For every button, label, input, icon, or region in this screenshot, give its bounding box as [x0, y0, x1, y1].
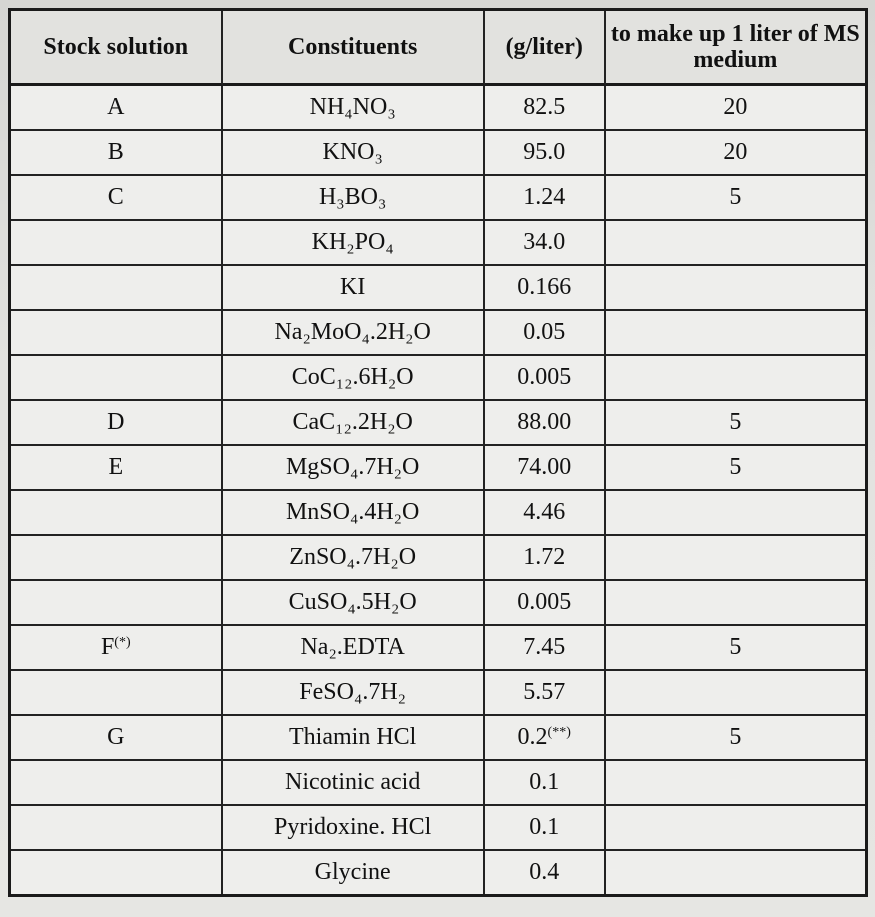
cell-amount [485, 356, 606, 401]
cell-amount [485, 716, 606, 761]
cell-ml-per-liter [606, 581, 865, 626]
cell-amount [485, 446, 606, 491]
cell-constituent [223, 851, 485, 894]
cell-stock-solution-text: C [107, 184, 124, 210]
table-row [11, 851, 865, 894]
cell-constituent-text: CaC₁₂.2H₂O [292, 409, 413, 435]
cell-ml-per-liter [606, 761, 865, 806]
cell-ml-per-liter [606, 716, 865, 761]
cell-ml-per-liter [606, 671, 865, 716]
table-row [11, 131, 865, 176]
cell-stock-solution [11, 311, 223, 356]
cell-ml-per-liter-text: 5 [729, 184, 742, 210]
ms-medium-stock-table [8, 8, 868, 897]
cell-ml-per-liter-text: 5 [729, 634, 742, 660]
table-row [11, 761, 865, 806]
cell-stock-solution-text: G [107, 724, 125, 750]
cell-amount-footnote-mark: (**) [547, 725, 571, 740]
cell-stock-solution-footnote-mark: (*) [114, 635, 131, 650]
cell-constituent [223, 356, 485, 401]
cell-stock-solution-text: A [107, 94, 125, 120]
table-row [11, 671, 865, 716]
cell-amount-text: 95.0 [523, 139, 566, 165]
cell-amount-text: 0.2 [517, 724, 548, 750]
cell-amount [485, 311, 606, 356]
cell-ml-per-liter-text: 20 [723, 139, 748, 165]
table-row [11, 176, 865, 221]
cell-ml-per-liter [606, 536, 865, 581]
cell-stock-solution-text: D [107, 409, 125, 435]
header-stock-solution: Stock solution [11, 11, 223, 86]
table-row [11, 491, 865, 536]
cell-constituent [223, 581, 485, 626]
cell-amount [485, 86, 606, 131]
cell-constituent-text: Na₂.EDTA [300, 634, 405, 660]
cell-constituent-text: MgSO₄.7H₂O [285, 454, 420, 480]
cell-stock-solution [11, 176, 223, 221]
cell-amount-text: 74.00 [517, 454, 572, 480]
header-g-per-liter: (g/liter) [485, 11, 606, 86]
cell-constituent [223, 176, 485, 221]
cell-amount [485, 536, 606, 581]
table-row [11, 356, 865, 401]
table-row [11, 221, 865, 266]
cell-ml-per-liter [606, 311, 865, 356]
cell-constituent-text: CoC₁₂.6H₂O [291, 364, 414, 390]
cell-constituent-text: Glycine [314, 859, 391, 885]
cell-ml-per-liter [606, 806, 865, 851]
cell-constituent-text: Na₂MoO₄.2H₂O [274, 319, 431, 345]
cell-ml-per-liter [606, 401, 865, 446]
cell-stock-solution [11, 266, 223, 311]
cell-ml-per-liter [606, 86, 865, 131]
cell-ml-per-liter [606, 626, 865, 671]
cell-amount [485, 221, 606, 266]
header-ml-per-liter: to make up 1 liter of MS medium [606, 11, 865, 86]
cell-constituent-text: Nicotinic acid [285, 769, 421, 795]
cell-stock-solution-text: F [100, 634, 115, 660]
cell-constituent [223, 401, 485, 446]
cell-constituent-text: NH₄NO₃ [309, 94, 396, 120]
cell-ml-per-liter [606, 446, 865, 491]
cell-amount-text: 0.4 [529, 859, 560, 885]
cell-amount [485, 671, 606, 716]
cell-stock-solution [11, 401, 223, 446]
cell-amount [485, 266, 606, 311]
cell-ml-per-liter [606, 851, 865, 894]
cell-stock-solution-text: E [108, 454, 124, 480]
cell-constituent-text: ZnSO₄.7H₂O [289, 544, 417, 570]
cell-ml-per-liter [606, 176, 865, 221]
cell-constituent [223, 266, 485, 311]
cell-amount-text: 4.46 [523, 499, 566, 525]
cell-ml-per-liter [606, 221, 865, 266]
table-row [11, 266, 865, 311]
cell-stock-solution-text: B [107, 139, 124, 165]
header-row [11, 11, 865, 86]
cell-amount-text: 34.0 [523, 229, 566, 255]
table-row [11, 401, 865, 446]
cell-constituent [223, 311, 485, 356]
cell-amount [485, 581, 606, 626]
cell-stock-solution [11, 86, 223, 131]
table-row [11, 716, 865, 761]
cell-constituent [223, 626, 485, 671]
table-row [11, 581, 865, 626]
cell-ml-per-liter-text: 20 [723, 94, 748, 120]
cell-amount-text: 88.00 [517, 409, 572, 435]
cell-amount-text: 0.1 [529, 814, 560, 840]
cell-constituent [223, 671, 485, 716]
cell-constituent [223, 86, 485, 131]
cell-constituent [223, 131, 485, 176]
cell-constituent [223, 716, 485, 761]
table-row [11, 626, 865, 671]
cell-amount-text: 7.45 [523, 634, 566, 660]
cell-amount [485, 401, 606, 446]
cell-amount-text: 0.166 [517, 274, 572, 300]
cell-constituent-text: Thiamin HCl [289, 724, 417, 750]
cell-amount-text: 1.24 [523, 184, 566, 210]
cell-ml-per-liter-text: 5 [729, 454, 742, 480]
cell-ml-per-liter [606, 356, 865, 401]
cell-amount [485, 176, 606, 221]
cell-amount-text: 5.57 [523, 679, 566, 705]
cell-constituent [223, 221, 485, 266]
cell-constituent-text: H₃BO₃ [318, 184, 387, 210]
cell-stock-solution [11, 446, 223, 491]
cell-constituent [223, 536, 485, 581]
cell-stock-solution [11, 671, 223, 716]
cell-constituent-text: FeSO₄.7H₂ [299, 679, 407, 705]
cell-stock-solution [11, 761, 223, 806]
cell-stock-solution [11, 491, 223, 536]
cell-stock-solution [11, 626, 223, 671]
cell-amount [485, 851, 606, 894]
table-row [11, 446, 865, 491]
table-row [11, 86, 865, 131]
cell-constituent [223, 446, 485, 491]
cell-stock-solution [11, 581, 223, 626]
cell-constituent [223, 491, 485, 536]
cell-amount [485, 131, 606, 176]
cell-amount-text: 0.005 [517, 589, 572, 615]
cell-stock-solution [11, 716, 223, 761]
cell-ml-per-liter [606, 131, 865, 176]
table-row [11, 311, 865, 356]
cell-amount [485, 806, 606, 851]
cell-stock-solution [11, 806, 223, 851]
cell-amount [485, 761, 606, 806]
cell-amount-text: 82.5 [523, 94, 566, 120]
cell-amount-text: 0.005 [517, 364, 572, 390]
cell-stock-solution [11, 536, 223, 581]
cell-constituent [223, 806, 485, 851]
cell-constituent-text: KH₂PO₄ [311, 229, 394, 255]
cell-stock-solution [11, 131, 223, 176]
table-row [11, 806, 865, 851]
cell-stock-solution [11, 851, 223, 894]
cell-constituent-text: Pyridoxine. HCl [274, 814, 432, 840]
cell-ml-per-liter [606, 266, 865, 311]
cell-constituent [223, 761, 485, 806]
cell-amount [485, 626, 606, 671]
cell-amount-text: 1.72 [523, 544, 566, 570]
cell-amount [485, 491, 606, 536]
cell-constituent-text: KNO₃ [322, 139, 383, 165]
cell-amount-text: 0.1 [529, 769, 560, 795]
cell-amount-text: 0.05 [523, 319, 566, 345]
header-constituents: Constituents [223, 11, 485, 86]
cell-constituent-text: KI [340, 274, 366, 300]
cell-stock-solution [11, 221, 223, 266]
cell-constituent-text: CuSO₄.5H₂O [288, 589, 417, 615]
cell-constituent-text: MnSO₄.4H₂O [285, 499, 420, 525]
cell-ml-per-liter-text: 5 [729, 409, 742, 435]
cell-stock-solution [11, 356, 223, 401]
cell-ml-per-liter [606, 491, 865, 536]
cell-ml-per-liter-text: 5 [729, 724, 742, 750]
table-row [11, 536, 865, 581]
